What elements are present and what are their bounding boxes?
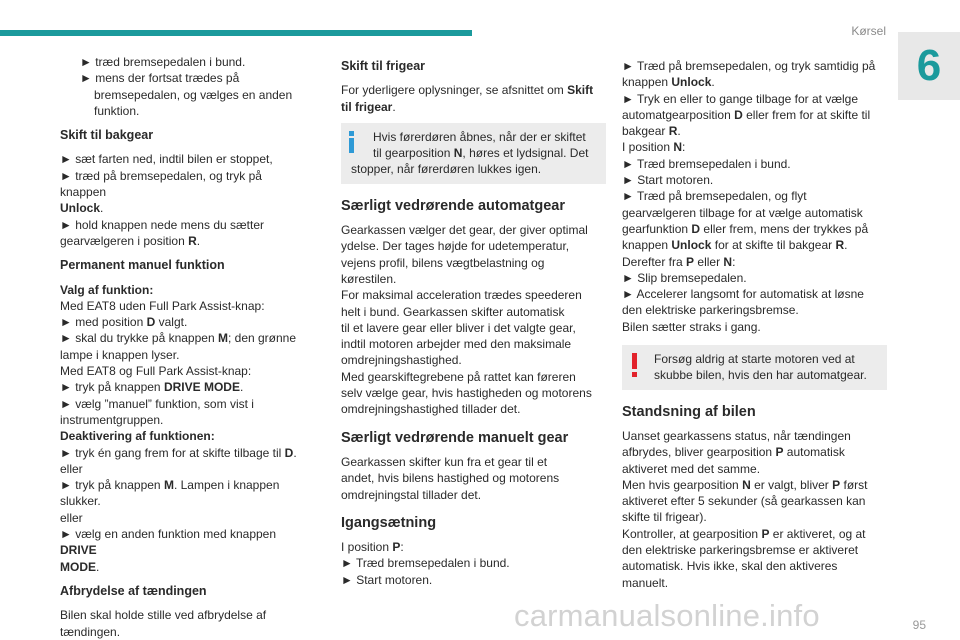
subheading: Deaktivering af funktionen: [60, 429, 215, 444]
chapter-tab [898, 32, 960, 100]
heading-igangsaetning: Igangsætning [341, 514, 437, 531]
column-left [60, 54, 310, 640]
list-item: ► vælg en anden funktion med knappen DRIVE MODE. [60, 527, 277, 574]
header-accent-bar [0, 30, 472, 36]
page-number: 95 [912, 618, 926, 632]
heading-automatgear: Særligt vedrørende automatgear [341, 197, 565, 214]
paragraph-start-sequence: ► Træd på bremsepedalen, og tryk samtidig på knappen Unlock. ► Tryk en eller to gange tilbage for at vælge automatgearposition D eller frem for at skifte til bakgear R. I position N: ► Træd bremsepedalen i bund. ► Start motoren. ► Træd på bremsepedalen, og flyt gearvælgeren tilbage for at vælge automatisk gearfunktion D eller frem, mens der trykkes på knappen Unlock for at skifte til bakgear R. Derefter fra P eller N: ► Slip bremsepedalen. ► Accelerer langsomt for automatisk at løsne den elektriske parkeringsbremse. Bilen sætter straks i gang. [622, 59, 876, 334]
list-item: ► sæt farten ned, indtil bilen er stoppet, [60, 152, 273, 167]
list-item: ► med position D valgt. [60, 315, 188, 330]
text-line: Med EAT8 uden Full Park Assist-knap: [60, 298, 265, 313]
heading-afbrydelse: Afbrydelse af tændingen [60, 583, 207, 598]
section-title: Kørsel [851, 24, 886, 38]
list-item: ► tryk én gang frem for at skifte tilbage til D. [60, 445, 297, 460]
list-item: ► træd bremsepedalen i bund. [80, 55, 246, 69]
paragraph-igangsaetning: I position P: ► Træd bremsepedalen i bund. ► Start motoren. [341, 539, 606, 588]
paragraph-afbrydelse: Bilen skal holde stille ved afbrydelse af tændingen. [60, 608, 267, 639]
list-item: ► tryk på knappen M. Lampen i knappen slukker. [60, 478, 280, 509]
column-right [622, 54, 887, 591]
warning-icon [632, 353, 637, 377]
heading-standsning: Standsning af bilen [622, 403, 756, 420]
column-middle [341, 54, 606, 588]
paragraph-manuelt-gear: Gearkassen skifter kun fra et gear til et andet, hvis bilens hastighed og motorens omdrejningstal tillader det. [341, 454, 560, 502]
text-line: Med EAT8 og Full Park Assist-knap: [60, 364, 252, 379]
heading-bakgear: Skift til bakgear [60, 128, 154, 143]
list-item: ► vælg ”manuel” funktion, som vist i instrumentgruppen. [60, 396, 254, 427]
list-item: ► mens der fortsat trædes på [80, 71, 240, 86]
text-line: eller [60, 510, 83, 525]
paragraph-frigear: For yderligere oplysninger, se afsnittet om Skift til frigear. [341, 83, 594, 114]
watermark: carmanualsonline.info [514, 598, 820, 633]
paragraph-bakgear [60, 151, 310, 249]
chapter-number: 6 [916, 41, 942, 90]
heading-permanent: Permanent manuel funktion [60, 258, 225, 273]
paragraph-automatgear: Gearkassen vælger det gear, der giver optimal ydelse. Der tages højde for udetemperatur, vejens profil, bilens vægtbelastning og kørestilen. For maksimal acceleration trædes speederen helt i bund. Gearkassen skifter automatisk til et lavere gear eller bliver i det valgte gear, indtil motoren arbejder med den maksimale omdrejningshastighed. Med gearskiftegrebene på rattet kan føreren selv vælge gear, hvis hastigheden og motorens omdrejningshastighed tillader det. [341, 223, 592, 417]
list-item-continuation: bremsepedalen, og vælges en anden [94, 87, 293, 102]
info-note: Hvis førerdøren åbnes, når der er skiftet til gearposition N, høres et lydsignal. Det stopper, når førerdøren lukkes igen. [341, 123, 606, 184]
heading-frigear: Skift til frigear [341, 59, 426, 73]
warning-note: Forsøg aldrig at starte motoren ved at skubbe bilen, hvis den har automatgear. [622, 345, 887, 390]
list-item: ► hold knappen nede mens du sætter gearvælgeren i position R. [60, 217, 265, 248]
list-item: ► Start motoren. [341, 572, 433, 587]
paragraph-permanent [60, 282, 310, 575]
heading-manuelt-gear: Særligt vedrørende manuelt gear [341, 429, 569, 446]
list-item: ► træd på bremsepedalen, og tryk på knappen Unlock. [60, 168, 262, 216]
list-item: ► skal du trykke på knappen M; den grønne lampe i knappen lyser. [60, 331, 297, 362]
list-item-continuation: funktion. [94, 103, 140, 118]
list-item: ► tryk på knappen DRIVE MODE. [60, 380, 244, 395]
list-item: ► Træd bremsepedalen i bund. [341, 556, 510, 571]
text-line: eller [60, 461, 83, 476]
paragraph-standsning: Uanset gearkassens status, når tændingen afbrydes, bliver gearposition P automatisk aktiveret med det samme. Men hvis gearposition N er valgt, bliver P først aktiveret efter 5 sekunder (så gearkassen kan skifte til frigear). Kontroller, at gearposition P er aktiveret, og at den elektriske parkeringsbremse er aktiveret automatisk. Hvis ikke, skal den aktiveres manuelt. [622, 428, 868, 590]
info-icon [349, 131, 354, 153]
subheading: Valg af funktion: [60, 282, 154, 297]
